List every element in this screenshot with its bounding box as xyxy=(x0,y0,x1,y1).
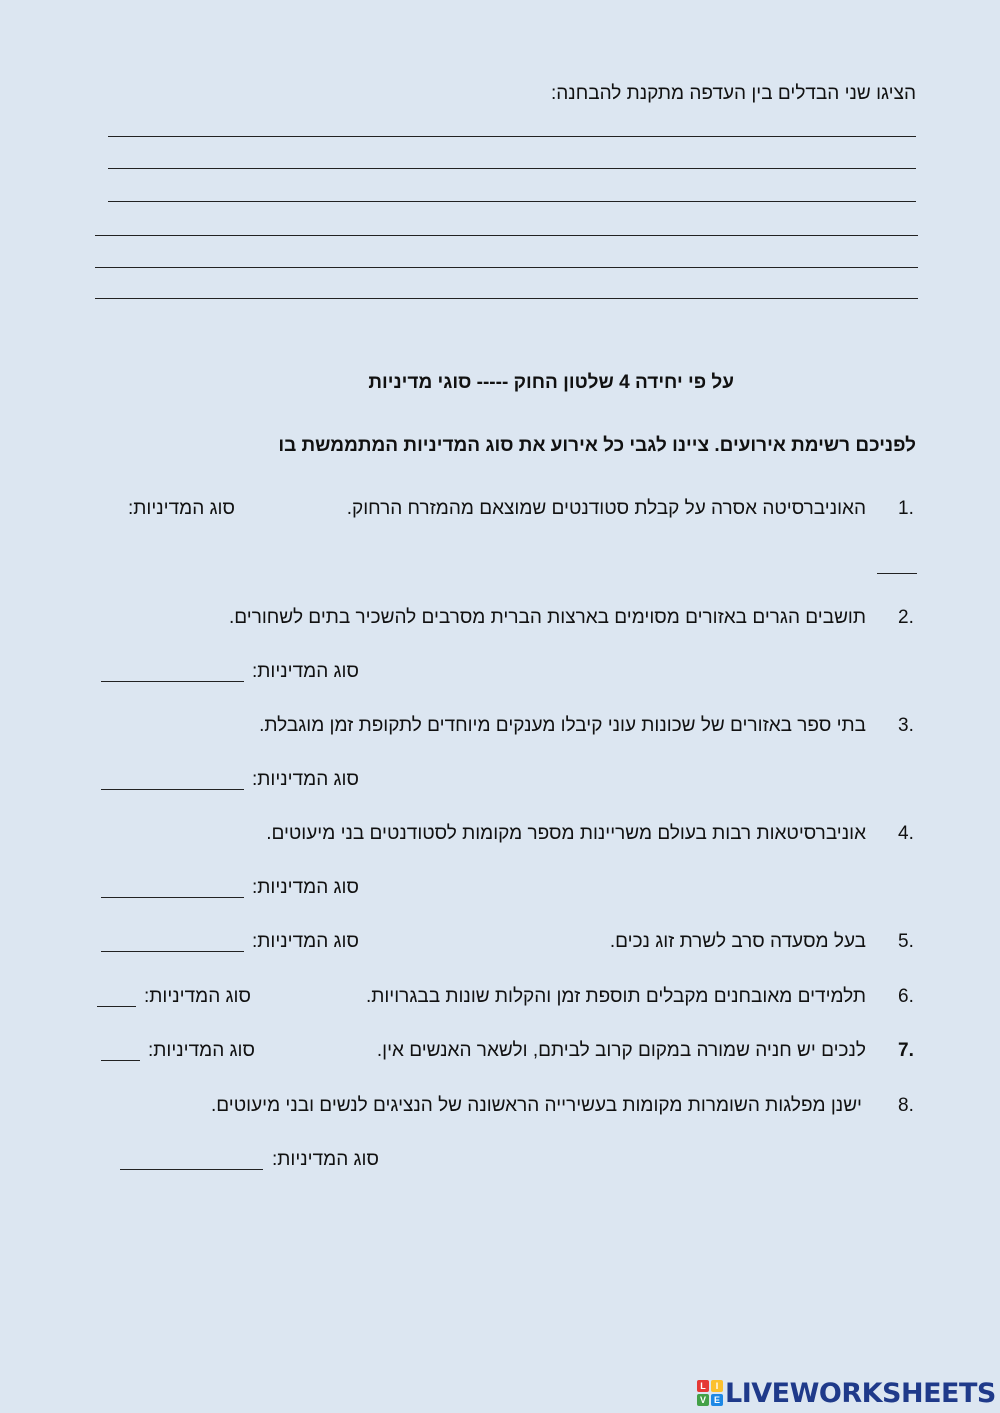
answer-line[interactable] xyxy=(108,136,916,137)
item-text: אוניברסיטאות רבות בעולם משריינות מספר מקומות לסטודנטים בני מיעוטים. xyxy=(266,823,866,844)
top-question: הציגו שני הבדלים בין העדפה מתקנת להבחנה: xyxy=(550,83,916,104)
item-number: 5. xyxy=(898,931,914,952)
policy-label: סוג המדיניות: xyxy=(252,877,359,898)
policy-label: סוג המדיניות: xyxy=(272,1149,379,1170)
answer-line[interactable] xyxy=(108,201,916,202)
item-number: 7. xyxy=(898,1040,914,1061)
answer-blank[interactable] xyxy=(101,897,244,898)
logo-box-letter: E xyxy=(711,1394,723,1406)
policy-label: סוג המדיניות: xyxy=(252,769,359,790)
item-text: בתי ספר באזורים של שכונות עוני קיבלו מענקים מיוחדים לתקופת זמן מוגבלת. xyxy=(259,715,866,736)
policy-label: סוג המדיניות: xyxy=(128,498,235,519)
answer-line[interactable] xyxy=(108,168,916,169)
answer-line[interactable] xyxy=(95,298,918,299)
logo-box-letter: V xyxy=(697,1394,709,1406)
item-text: לנכים יש חניה שמורה במקום קרוב לביתם, ולשאר האנשים אין. xyxy=(376,1040,866,1061)
answer-blank[interactable] xyxy=(120,1169,263,1170)
item-text: תלמידים מאובחנים מקבלים תוספת זמן והקלות שונות בבגרויות. xyxy=(365,986,866,1007)
item-text: ישנן מפלגות השומרות מקומות בעשירייה הראשונה של הנציגים לנשים ובני מיעוטים. xyxy=(211,1095,862,1116)
policy-label: סוג המדיניות: xyxy=(252,661,359,682)
answer-blank[interactable] xyxy=(101,789,244,790)
answer-blank[interactable] xyxy=(101,1060,140,1061)
item-text: האוניברסיטה אסרה על קבלת סטודנטים שמוצאם מהמזרח הרחוק. xyxy=(346,498,866,519)
item-number: 3. xyxy=(898,715,914,736)
answer-line[interactable] xyxy=(95,235,918,236)
policy-label: סוג המדיניות: xyxy=(144,986,251,1007)
policy-label: סוג המדיניות: xyxy=(148,1040,255,1061)
item-number: 4. xyxy=(898,823,914,844)
instructions: לפניכם רשימת אירועים. ציינו לגבי כל אירוע את סוג המדיניות המתממשת בו xyxy=(278,435,916,456)
answer-blank[interactable] xyxy=(101,681,244,682)
item-number: 6. xyxy=(898,986,914,1007)
logo-icon xyxy=(697,1380,723,1406)
answer-line[interactable] xyxy=(95,267,918,268)
answer-blank[interactable] xyxy=(877,573,917,574)
logo-box-letter: I xyxy=(711,1380,723,1392)
item-number: 1. xyxy=(898,498,914,519)
liveworksheets-logo[interactable] xyxy=(697,1378,996,1408)
logo-text: LIVEWORKSHEETS xyxy=(725,1377,996,1409)
logo-box-letter: L xyxy=(697,1380,709,1392)
item-text: תושבים הגרים באזורים מסוימים בארצות הברית מסרבים להשכיר בתים לשחורים. xyxy=(228,607,866,628)
policy-label: סוג המדיניות: xyxy=(252,931,359,952)
answer-blank[interactable] xyxy=(101,951,244,952)
item-number: 2. xyxy=(898,607,914,628)
section-title: על פי יחידה 4 שלטון החוק ----- סוגי מדיניות xyxy=(368,372,734,393)
item-text: בעל מסעדה סרב לשרת זוג נכים. xyxy=(609,931,866,952)
answer-blank[interactable] xyxy=(97,1006,136,1007)
item-number: 8. xyxy=(898,1095,914,1116)
